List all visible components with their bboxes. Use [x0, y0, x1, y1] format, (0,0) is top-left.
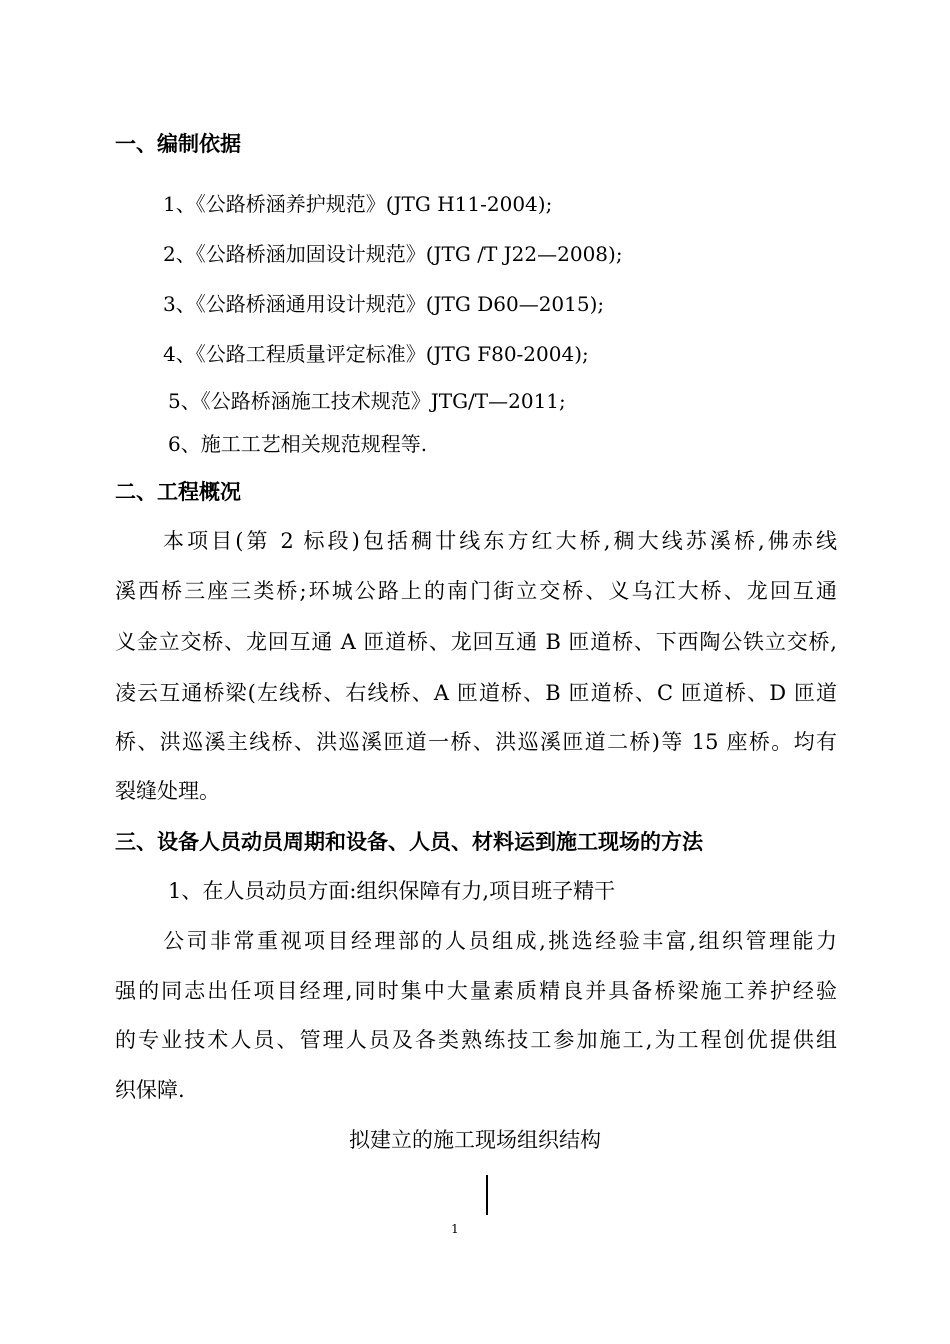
section-1-heading: 一、编制依据	[115, 132, 241, 156]
reference-item-3: 3、《公路桥涵通用设计规范》(JTG D60—2015);	[163, 292, 605, 316]
personnel-line-4: 织保障.	[115, 1078, 185, 1102]
overview-line-6: 裂缝处理。	[115, 779, 220, 803]
reference-item-1: 1、《公路桥涵养护规范》(JTG H11-2004);	[163, 192, 553, 216]
org-chart-connector-line	[486, 1175, 488, 1215]
overview-line-3: 义金立交桥、龙回互通 A 匝道桥、龙回互通 B 匝道桥、下西陶公铁立交桥,	[115, 630, 837, 654]
org-chart-caption: 拟建立的施工现场组织结构	[349, 1128, 601, 1152]
overview-line-4: 凌云互通桥梁(左线桥、右线桥、A 匝道桥、B 匝道桥、C 匝道桥、D 匝道	[115, 681, 837, 705]
personnel-line-1: 公司非常重视项目经理部的人员组成,挑选经验丰富,组织管理能力	[163, 929, 837, 953]
personnel-line-2: 强的同志出任项目经理,同时集中大量素质精良并具备桥梁施工养护经验	[115, 979, 837, 1003]
reference-item-5: 5、《公路桥涵施工技术规范》JTG/T—2011;	[168, 389, 566, 413]
section-2-heading: 二、工程概况	[115, 480, 241, 504]
reference-item-2: 2、《公路桥涵加固设计规范》(JTG /T J22—2008);	[163, 242, 623, 266]
section-3-heading: 三、设备人员动员周期和设备、人员、材料运到施工现场的方法	[115, 830, 703, 854]
subsection-1-heading: 1、在人员动员方面:组织保障有力,项目班子精干	[168, 879, 616, 903]
overview-line-1: 本项目(第 2 标段)包括稠廿线东方红大桥,稠大线苏溪桥,佛赤线	[163, 529, 837, 553]
overview-line-5: 桥、洪巡溪主线桥、洪巡溪匝道一桥、洪巡溪匝道二桥)等 15 座桥。均有	[115, 730, 837, 754]
reference-item-4: 4、《公路工程质量评定标准》(JTG F80-2004);	[163, 342, 589, 366]
overview-line-2: 溪西桥三座三类桥;环城公路上的南门街立交桥、义乌江大桥、龙回互通	[115, 579, 837, 603]
personnel-line-3: 的专业技术人员、管理人员及各类熟练技工参加施工,为工程创优提供组	[115, 1028, 837, 1052]
reference-item-6: 6、施工工艺相关规范规程等.	[168, 432, 428, 456]
page-number: 1	[451, 1222, 459, 1236]
